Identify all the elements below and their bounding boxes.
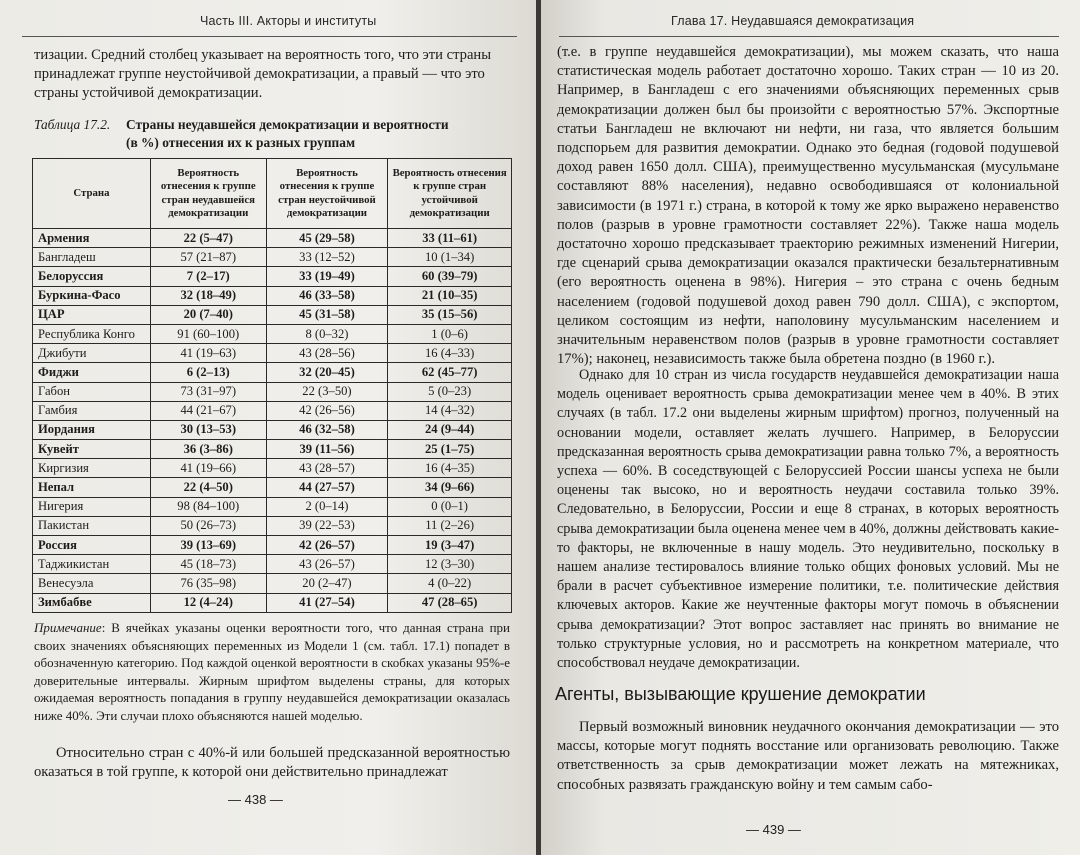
intro-line: принадлежат группе неустойчивой демократизации, а правый — что это [34, 66, 485, 83]
table-row [33, 344, 512, 363]
table-row [33, 497, 512, 516]
intro-line: страны устойчивой демократизации. [34, 85, 263, 102]
table-row [33, 229, 512, 248]
stable-prob-cell: 60 (39–79) [388, 267, 512, 286]
stable-prob-cell: 25 (1–75) [388, 440, 512, 459]
right-page [541, 0, 1080, 855]
paragraph-text: Первый возможный виновник неудачного окончания демократизации — это массы, которые могут поднять восстание или организовать революцию. Также ответственность за срыв демократизации может лежать на мятежниках, способных развязать гражданскую войну и тем самым сабо- [557, 719, 1059, 793]
stable-prob-cell: 12 (3–30) [388, 555, 512, 574]
stable-prob-cell: 21 (10–35) [388, 286, 512, 305]
failed-prob-cell: 41 (19–66) [150, 459, 266, 478]
paragraph-text: (т.е. в группе неудавшейся демократизации), мы можем сказать, что наша статистическая модель работает достаточно хорошо. Таких стран — 10 из 20. Например, в Бангладеш с его значениями объясняющих переменных срыв демократизации должен был бы произойти с вероятностью 57%. Экспортные статьи Бангладеш не включают ни нефти, ни газа, что является большим подспорьем для развития демократии. Однако это бедная (годовой подушевой доход равен 1650 долл. США), преимущественно мусульманская (мусульмане составляют 88% населения), недавно освободившаяся от колониальной зависимости (в 1971 г.) страна, в которой к тому же ярко выражено неравенство полов (разрыв в уровне грамотности составляет 22%). Также наша модель достаточно хорошо предсказывает траекторию режимных изменений Нигерии, где сценарий срыва демократизации оказался практически безальтернативным (его вероятность оценена в 98%). Нигерия – это страна с очень бедным населением (годовой подушевой доход равен 790 долл. США), с экспортом, целиком состоящим из нефти, наполовину мусульманским населением и значительным неравенством полов (разрыв в уровне грамотности составляет 17%); наконец, независимость также была обретена поздно (в 1960 г.). [557, 44, 1059, 368]
stable-prob-cell: 11 (2–26) [388, 516, 512, 535]
table-header-row [33, 159, 512, 229]
stable-prob-cell: 16 (4–35) [388, 459, 512, 478]
unstable-prob-cell: 39 (22–53) [266, 516, 388, 535]
unstable-prob-cell: 41 (27–54) [266, 593, 388, 612]
country-cell: Кувейт [33, 440, 151, 459]
country-cell: Пакистан [33, 516, 151, 535]
unstable-prob-cell: 42 (26–56) [266, 401, 388, 420]
unstable-prob-cell: 33 (12–52) [266, 248, 388, 267]
outro-paragraph: Относительно стран с 40%-й или большей предсказанной вероятностью оказаться в той группе, к которой они действительно принадлежат [34, 745, 510, 781]
failed-prob-cell: 45 (18–73) [150, 555, 266, 574]
left-page-number: — 438 — [228, 792, 283, 807]
stable-prob-cell: 62 (45–77) [388, 363, 512, 382]
table-title-line2: (в %) отнесения их к разных группам [126, 135, 356, 150]
table-row [33, 459, 512, 478]
table-row [33, 401, 512, 420]
right-page-number: — 439 — [746, 822, 801, 837]
country-cell: Армения [33, 229, 151, 248]
failed-prob-cell: 39 (13–69) [150, 536, 266, 555]
table-body [33, 229, 512, 613]
stable-prob-cell: 16 (4–33) [388, 344, 512, 363]
left-intro-text [34, 46, 510, 104]
table-row [33, 440, 512, 459]
country-cell: Республика Конго [33, 324, 151, 343]
unstable-prob-cell: 39 (11–56) [266, 440, 388, 459]
failed-prob-cell: 73 (31–97) [150, 382, 266, 401]
failed-prob-cell: 30 (13–53) [150, 420, 266, 439]
failed-prob-cell: 57 (21–87) [150, 248, 266, 267]
table-title-line1: Страны неудавшейся демократизации и вероятности [126, 117, 449, 132]
failed-prob-cell: 6 (2–13) [150, 363, 266, 382]
right-paragraph-1 [557, 43, 1059, 369]
table-row [33, 574, 512, 593]
failed-prob-cell: 12 (4–24) [150, 593, 266, 612]
country-cell: Зимбабве [33, 593, 151, 612]
country-cell: Буркина-Фасо [33, 286, 151, 305]
table-row [33, 267, 512, 286]
failed-prob-cell: 32 (18–49) [150, 286, 266, 305]
unstable-prob-cell: 33 (19–49) [266, 267, 388, 286]
country-cell: Россия [33, 536, 151, 555]
failed-prob-cell: 76 (35–98) [150, 574, 266, 593]
unstable-prob-cell: 32 (20–45) [266, 363, 388, 382]
stable-prob-cell: 33 (11–61) [388, 229, 512, 248]
table-row [33, 286, 512, 305]
note-label: Примечание [34, 620, 102, 635]
failed-prob-cell: 44 (21–67) [150, 401, 266, 420]
unstable-prob-cell: 2 (0–14) [266, 497, 388, 516]
failed-prob-cell: 7 (2–17) [150, 267, 266, 286]
stable-prob-cell: 10 (1–34) [388, 248, 512, 267]
table-row [33, 478, 512, 497]
stable-prob-cell: 24 (9–44) [388, 420, 512, 439]
table-row [33, 363, 512, 382]
paragraph-text: Однако для 10 стран из числа государств неудавшейся демократизации наша модель оценивает вероятность срыва демократизации менее чем в 40%. В этих случаях (в табл. 17.2 они выделены жирным шрифтом) прогноз, полученный на основании модели, оставляет желать лучшего. Например, в Белоруссии предсказанная вероятность срыва демократизации равна только 7%, а вероятность успеха — 60%. В соседствующей с Белоруссией России шансы успеха не были оценены так высоко, но и вероятность неудачи составила только 39%. Следовательно, в Белоруссии, России и еще 8 странах, в которых вероятность срыва демократизации была оценена менее чем в 40%, должны действовать какие-то факторы, не включенные в нашу модель. Это неудивительно, поскольку в нашем анализе тестировалось влияние только общих фоновых условий. Мы не брали в расчет субъективное измерение политики, т.е. политические действия ключевых акторов. Какие же неучтенные факторы могут помочь в объяснении срыва демократизации? Этот вопрос заставляет нас принять во внимание не только структурные условия, но и рассмотреть на конкретном материале, что способствовал неудаче демократизации. [557, 367, 1059, 672]
header-stable: Вероятность отнесения к группе стран устойчивой демократизации [388, 159, 512, 229]
table-row [33, 324, 512, 343]
unstable-prob-cell: 43 (28–57) [266, 459, 388, 478]
failed-prob-cell: 36 (3–86) [150, 440, 266, 459]
stable-prob-cell: 34 (9–66) [388, 478, 512, 497]
failed-prob-cell: 41 (19–63) [150, 344, 266, 363]
note-text: : В ячейках указаны оценки вероятности того, что данная страна при своих значениях объясняющих переменных из Модели 1 (см. табл. 17.1) попадет в обозначенную категорию. Под каждой оценкой вероятности в скобках указаны 95%-е доверительные интервалы. Жирным шрифтом выделены страны, для которых ожидаемая вероятность попадания в группу неудавшейся демократизации оказалась ниже 40%. Эти случаи плохо объясняются нашей моделью. [34, 620, 510, 723]
header-failed: Вероятность отнесения к группе стран неудавшейся демократизации [150, 159, 266, 229]
failed-prob-cell: 20 (7–40) [150, 305, 266, 324]
left-running-head: Часть III. Акторы и институты [200, 14, 377, 28]
stable-prob-cell: 5 (0–23) [388, 382, 512, 401]
unstable-prob-cell: 46 (33–58) [266, 286, 388, 305]
stable-prob-cell: 1 (0–6) [388, 324, 512, 343]
country-cell: Белоруссия [33, 267, 151, 286]
left-page [0, 0, 538, 855]
failed-prob-cell: 91 (60–100) [150, 324, 266, 343]
country-cell: ЦАР [33, 305, 151, 324]
table-caption [34, 116, 510, 152]
country-cell: Джибути [33, 344, 151, 363]
country-cell: Фиджи [33, 363, 151, 382]
table-row [33, 555, 512, 574]
right-paragraph-2 [557, 366, 1059, 673]
country-cell: Иордания [33, 420, 151, 439]
country-cell: Непал [33, 478, 151, 497]
table-row [33, 593, 512, 612]
unstable-prob-cell: 45 (31–58) [266, 305, 388, 324]
stable-prob-cell: 47 (28–65) [388, 593, 512, 612]
country-cell: Венесуэла [33, 574, 151, 593]
right-header-rule [559, 36, 1059, 37]
unstable-prob-cell: 42 (26–57) [266, 536, 388, 555]
unstable-prob-cell: 44 (27–57) [266, 478, 388, 497]
table-note [34, 619, 510, 725]
country-cell: Таджикистан [33, 555, 151, 574]
header-unstable: Вероятность отнесения к группе стран неустойчивой демократизации [266, 159, 388, 229]
table-row [33, 420, 512, 439]
table-number: Таблица 17.2. [34, 117, 111, 132]
unstable-prob-cell: 46 (32–58) [266, 420, 388, 439]
unstable-prob-cell: 8 (0–32) [266, 324, 388, 343]
stable-prob-cell: 0 (0–1) [388, 497, 512, 516]
failed-prob-cell: 98 (84–100) [150, 497, 266, 516]
left-header-rule [22, 36, 517, 37]
unstable-prob-cell: 45 (29–58) [266, 229, 388, 248]
country-cell: Габон [33, 382, 151, 401]
failed-prob-cell: 50 (26–73) [150, 516, 266, 535]
unstable-prob-cell: 22 (3–50) [266, 382, 388, 401]
probability-table [32, 158, 512, 613]
unstable-prob-cell: 43 (26–57) [266, 555, 388, 574]
stable-prob-cell: 14 (4–32) [388, 401, 512, 420]
table-row [33, 248, 512, 267]
intro-line: тизации. Средний столбец указывает на вероятность того, что эти страны [34, 47, 492, 63]
country-cell: Нигерия [33, 497, 151, 516]
right-running-head: Глава 17. Неудавшаяся демократизация [671, 14, 915, 28]
country-cell: Бангладеш [33, 248, 151, 267]
stable-prob-cell: 35 (15–56) [388, 305, 512, 324]
table-row [33, 536, 512, 555]
header-country: Страна [33, 159, 151, 229]
stable-prob-cell: 19 (3–47) [388, 536, 512, 555]
failed-prob-cell: 22 (5–47) [150, 229, 266, 248]
unstable-prob-cell: 43 (28–56) [266, 344, 388, 363]
failed-prob-cell: 22 (4–50) [150, 478, 266, 497]
table-row [33, 382, 512, 401]
section-heading: Агенты, вызывающие крушение демократии [555, 684, 926, 704]
stable-prob-cell: 4 (0–22) [388, 574, 512, 593]
left-outro-text [34, 744, 510, 782]
table-row [33, 305, 512, 324]
country-cell: Гамбия [33, 401, 151, 420]
unstable-prob-cell: 20 (2–47) [266, 574, 388, 593]
table-row [33, 516, 512, 535]
country-cell: Киргизия [33, 459, 151, 478]
right-paragraph-3 [557, 718, 1059, 795]
